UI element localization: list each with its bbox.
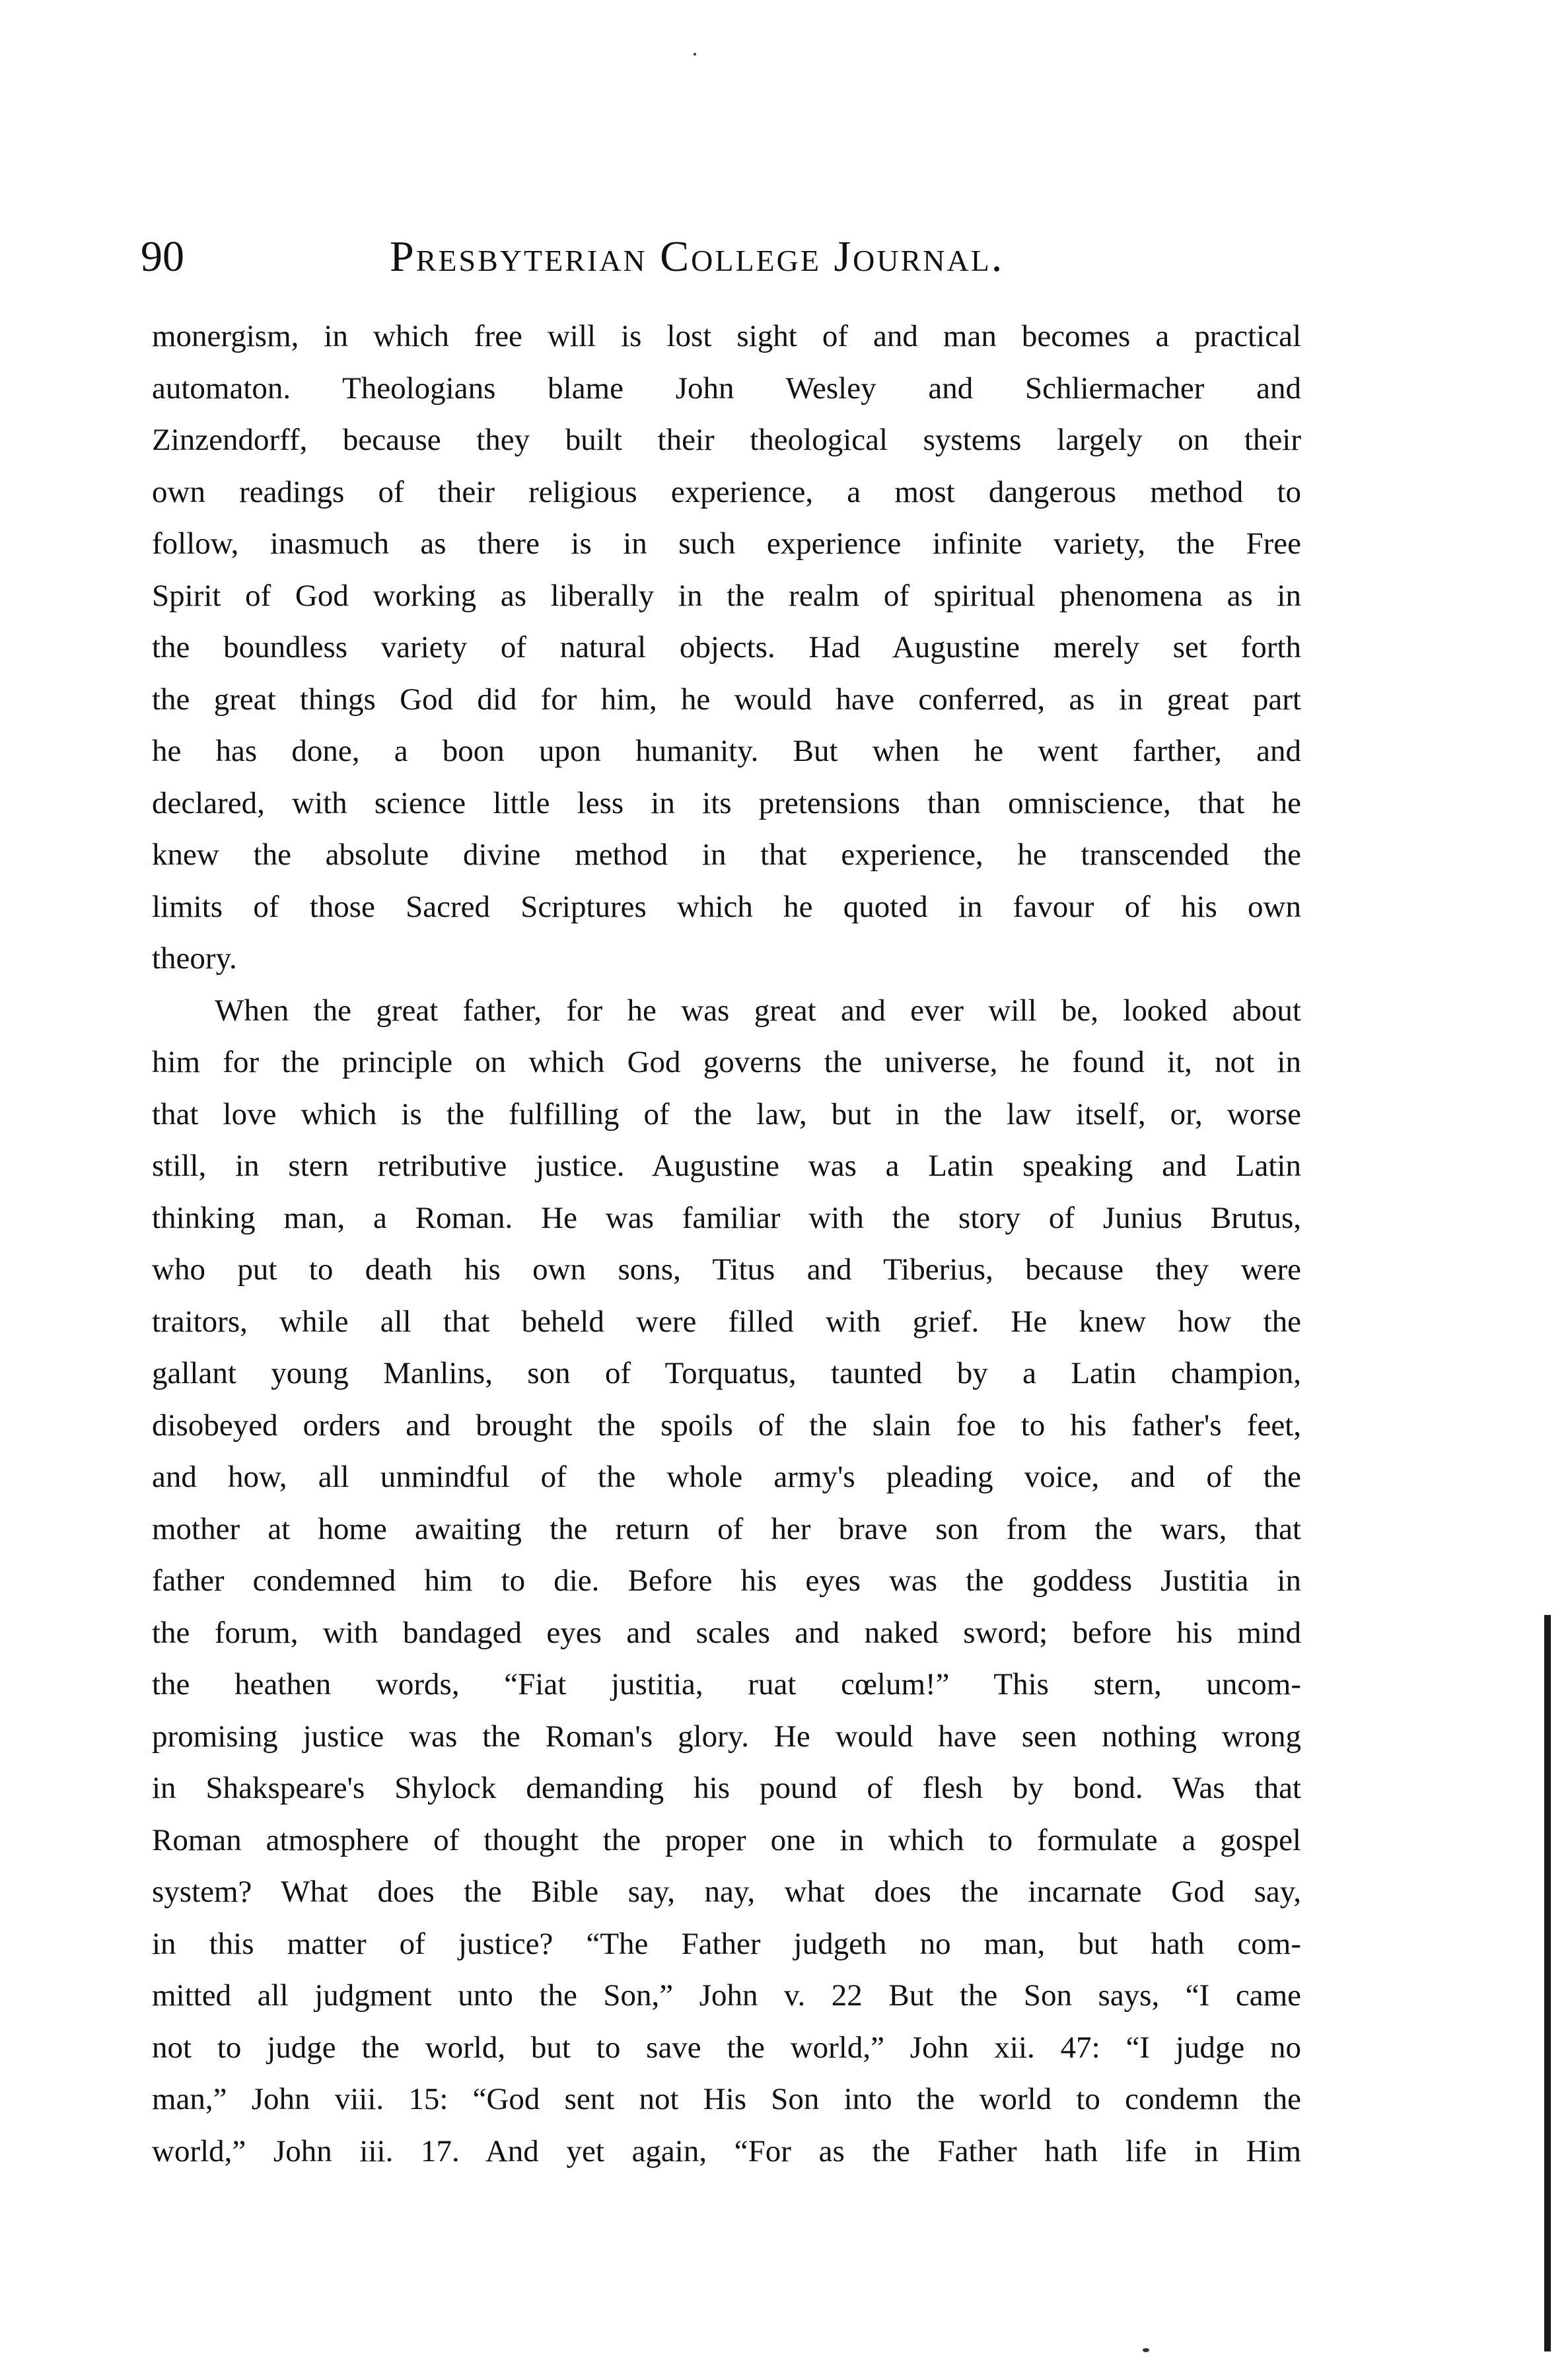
text-line: gallant young Manlins, son of Torquatus, taunted by a Latin champion,	[152, 1356, 1301, 1390]
text-line: own readings of their religious experience, a most dangerous method to	[152, 474, 1301, 509]
text-line: Spirit of God working as liberally in the realm of spiritual phenomena as in	[152, 578, 1301, 613]
text-line: mother at home awaiting the return of her brave son from the wars, that	[152, 1511, 1301, 1546]
text-line: Zinzendorff, because they built their theological systems largely on their	[152, 423, 1301, 457]
text-line: the forum, with bandaged eyes and scales and naked sword; before his mind	[152, 1615, 1301, 1650]
text-line: disobeyed orders and brought the spoils of the slain foe to his father's feet,	[152, 1408, 1301, 1443]
text-line: world,” John iii. 17. And yet again, “For as the Father hath life in Him	[152, 2133, 1301, 2169]
text-line: thinking man, a Roman. He was familiar with the story of Junius Brutus,	[152, 1200, 1301, 1235]
text-line: mitted all judgment unto the Son,” John v. 22 But the Son says, “I came	[152, 1978, 1301, 2013]
text-line: in Shakspeare's Shylock demanding his pound of flesh by bond. Was that	[152, 1771, 1301, 1805]
text-line: he has done, a boon upon humanity. But when he went farther, and	[152, 734, 1301, 768]
text-line: Roman atmosphere of thought the proper one in which to formulate a gospel	[152, 1822, 1301, 1857]
page-number: 90	[141, 233, 184, 281]
text-line: man,” John viii. 15: “God sent not His Son into the world to condemn the	[152, 2082, 1301, 2116]
text-line: monergism, in which free will is lost sight of and man becomes a practical	[152, 319, 1301, 353]
text-line: not to judge the world, but to save the world,” John xii. 47: “I judge no	[152, 2030, 1301, 2065]
text-line: in this matter of justice? “The Father judgeth no man, but hath com-	[152, 1926, 1301, 1961]
text-line: him for the principle on which God governs the universe, he found it, not in	[152, 1045, 1301, 1079]
text-line: who put to death his own sons, Titus and Tiberius, because they were	[152, 1252, 1301, 1287]
scan-speck	[694, 53, 696, 55]
paragraph-end-line: theory.	[152, 941, 237, 976]
text-line: follow, inasmuch as there is in such experience infinite variety, the Free	[152, 526, 1301, 561]
running-title: Presbyterian College Journal.	[390, 233, 1005, 281]
scan-speck	[1143, 2348, 1149, 2352]
text-line: knew the absolute divine method in that experience, he transcended the	[152, 838, 1301, 872]
text-line: father condemned him to die. Before his eyes was the goddess Justitia in	[152, 1563, 1301, 1598]
text-line: and how, all unmindful of the whole army's pleading voice, and of the	[152, 1460, 1301, 1494]
text-line: still, in stern retributive justice. Augustine was a Latin speaking and Latin	[152, 1149, 1301, 1183]
text-line: traitors, while all that beheld were filled with grief. He knew how the	[152, 1304, 1301, 1339]
text-line: the heathen words, “Fiat justitia, ruat cœlum!” This stern, uncom-	[152, 1667, 1301, 1702]
text-line: the boundless variety of natural objects. Had Augustine merely set forth	[152, 630, 1301, 664]
text-line: limits of those Sacred Scriptures which he quoted in favour of his own	[152, 889, 1301, 924]
text-line: system? What does the Bible say, nay, what does the incarnate God say,	[152, 1875, 1301, 1909]
scan-margin-rule	[1544, 1615, 1551, 2351]
text-line: promising justice was the Roman's glory. He would have seen nothing wrong	[152, 1719, 1301, 1754]
text-line: automaton. Theologians blame John Wesley and Schliermacher and	[152, 371, 1301, 406]
text-line: the great things God did for him, he would have conferred, as in great part	[152, 682, 1301, 717]
text-line: declared, with science little less in its pretensions than omniscience, that he	[152, 785, 1301, 820]
text-line: that love which is the fulfilling of the law, but in the law itself, or, worse	[152, 1096, 1301, 1131]
body-text	[152, 310, 1301, 2177]
paragraph-start-line: When the great father, for he was great and ever will be, looked about	[215, 993, 1301, 1028]
